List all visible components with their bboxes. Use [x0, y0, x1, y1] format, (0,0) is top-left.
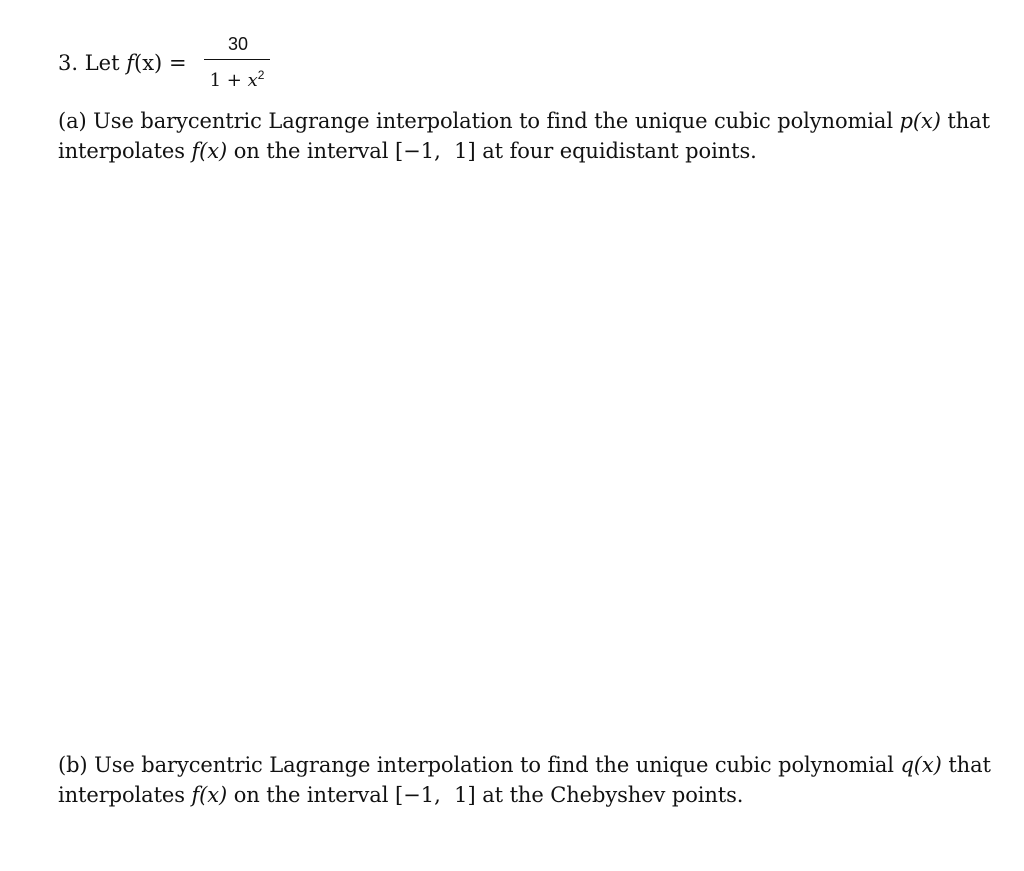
- part-a-interval: [−1, 1]: [394, 139, 476, 163]
- part-a-line-1: [58, 106, 988, 136]
- part-b-line-1: [58, 750, 991, 780]
- problem-number: 3.: [58, 51, 79, 75]
- function-fraction: [204, 32, 270, 92]
- part-b: [58, 750, 991, 810]
- function-arg: (x): [134, 51, 163, 75]
- part-a-text: (a) Use barycentric Lagrange interpolation to find the unique cubic polynomial: [58, 109, 893, 133]
- part-b-interval-label: on the interval: [233, 783, 389, 807]
- part-a-tail: that: [947, 109, 990, 133]
- function-name: f: [126, 51, 135, 75]
- part-a-points: at four equidistant points.: [482, 139, 757, 163]
- denominator-exponent: 2: [257, 68, 265, 82]
- part-b-text: (b) Use barycentric Lagrange interpolation to find the unique cubic polynomial: [58, 753, 894, 777]
- part-a-interval-label: on the interval: [233, 139, 389, 163]
- part-b-tail: that: [948, 753, 991, 777]
- part-b-line-2: [58, 780, 988, 810]
- part-b-function: f(x): [191, 783, 228, 807]
- problem-header: [58, 32, 988, 92]
- equals-sign: =: [168, 51, 187, 75]
- let-word: Let: [84, 51, 120, 75]
- part-a-interpolates: interpolates: [58, 139, 185, 163]
- part-b-points: at the Chebyshev points.: [482, 783, 744, 807]
- part-b-interval: [−1, 1]: [394, 783, 476, 807]
- fraction-numerator: 30: [227, 34, 249, 54]
- problem-statement: [58, 48, 187, 78]
- part-a: [58, 106, 988, 166]
- part-b-interpolates: interpolates: [58, 783, 185, 807]
- part-a-line-2: [58, 136, 988, 166]
- fraction-bar: [204, 59, 270, 60]
- part-b-polynomial: q(x): [900, 753, 942, 777]
- fraction-denominator: [204, 64, 270, 92]
- part-a-function: f(x): [191, 139, 228, 163]
- denominator-variable: x: [247, 70, 258, 91]
- denominator-lead: 1 +: [209, 70, 242, 91]
- part-a-polynomial: p(x): [899, 109, 941, 133]
